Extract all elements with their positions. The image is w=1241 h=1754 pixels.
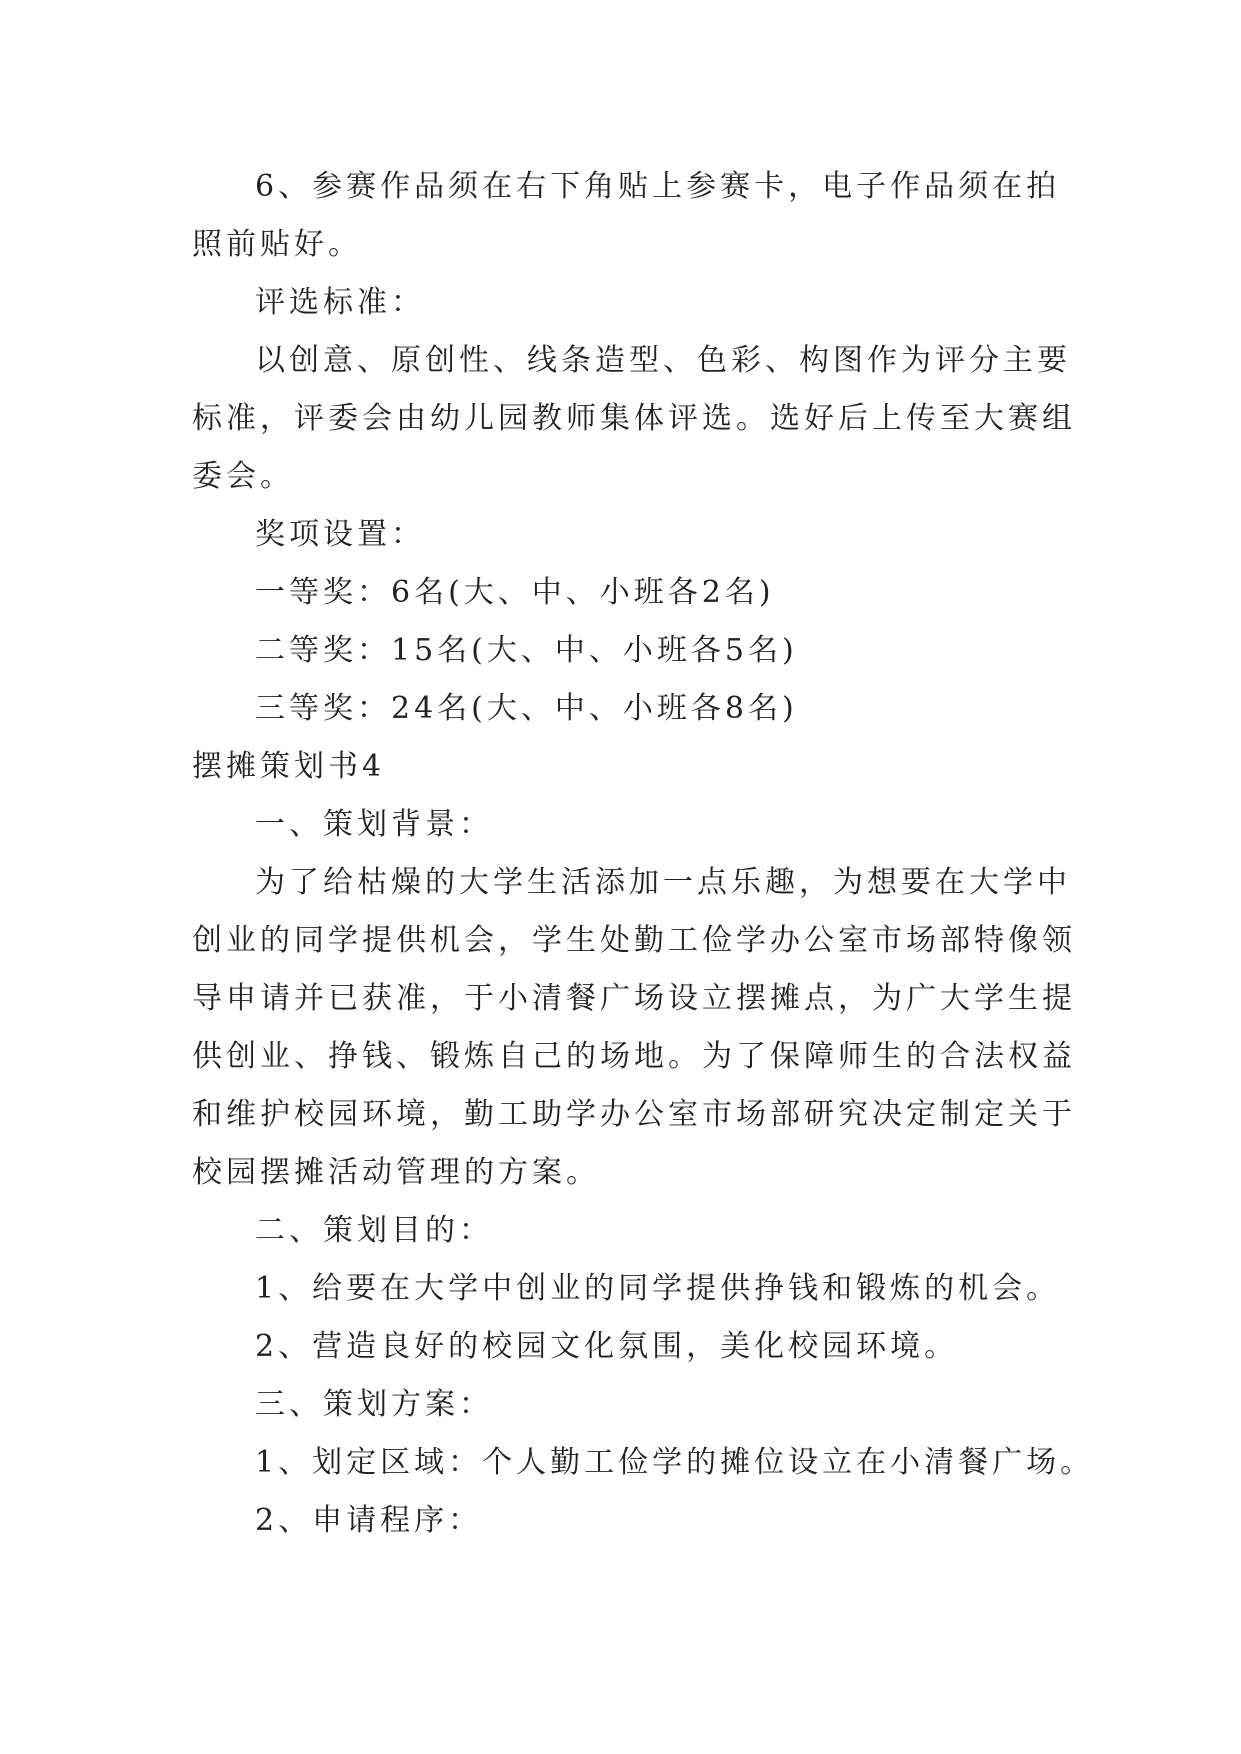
list-item: 1、给要在大学中创业的同学提供挣钱和锻炼的机会。	[255, 1271, 1061, 1306]
paragraph-line: 和维护校园环境，勤工助学办公室市场部研究决定制定关于	[192, 1097, 1076, 1132]
paragraph-line: 照前贴好。	[192, 227, 362, 262]
document-title: 摆摊策划书4	[192, 749, 386, 784]
paragraph-line: 标准，评委会由幼儿园教师集体评选。选好后上传至大赛组	[192, 401, 1076, 436]
section-heading: 评选标准：	[255, 285, 425, 320]
list-item: 2、申请程序：	[255, 1503, 483, 1538]
paragraph-line: 委会。	[192, 459, 294, 494]
paragraph-line: 6、参赛作品须在右下角贴上参赛卡，电子作品须在拍	[255, 169, 1061, 204]
list-item: 2、营造良好的校园文化氛围，美化校园环境。	[255, 1329, 959, 1364]
paragraph-line: 以创意、原创性、线条造型、色彩、构图作为评分主要	[255, 343, 1071, 378]
paragraph-line: 导申请并已获准，于小清餐广场设立摆摊点，为广大学生提	[192, 981, 1076, 1016]
paragraph-line: 创业的同学提供机会，学生处勤工俭学办公室市场部特像领	[192, 923, 1076, 958]
paragraph-line: 为了给枯燥的大学生活添加一点乐趣，为想要在大学中	[255, 865, 1071, 900]
document-body	[192, 158, 1095, 1550]
award-item: 一等奖：6名(大、中、小班各2名)	[255, 575, 775, 610]
section-heading: 一、策划背景：	[255, 807, 493, 842]
award-item: 三等奖：24名(大、中、小班各8名)	[255, 691, 798, 726]
section-heading: 二、策划目的：	[255, 1213, 493, 1248]
paragraph-line: 供创业、挣钱、锻炼自己的场地。为了保障师生的合法权益	[192, 1039, 1076, 1074]
section-heading: 三、策划方案：	[255, 1387, 493, 1422]
paragraph-line: 校园摆摊活动管理的方案。	[192, 1155, 600, 1190]
list-item: 1、划定区域：个人勤工俭学的摊位设立在小清餐广场。	[255, 1445, 1095, 1480]
award-item: 二等奖：15名(大、中、小班各5名)	[255, 633, 798, 668]
section-heading: 奖项设置：	[255, 517, 425, 552]
